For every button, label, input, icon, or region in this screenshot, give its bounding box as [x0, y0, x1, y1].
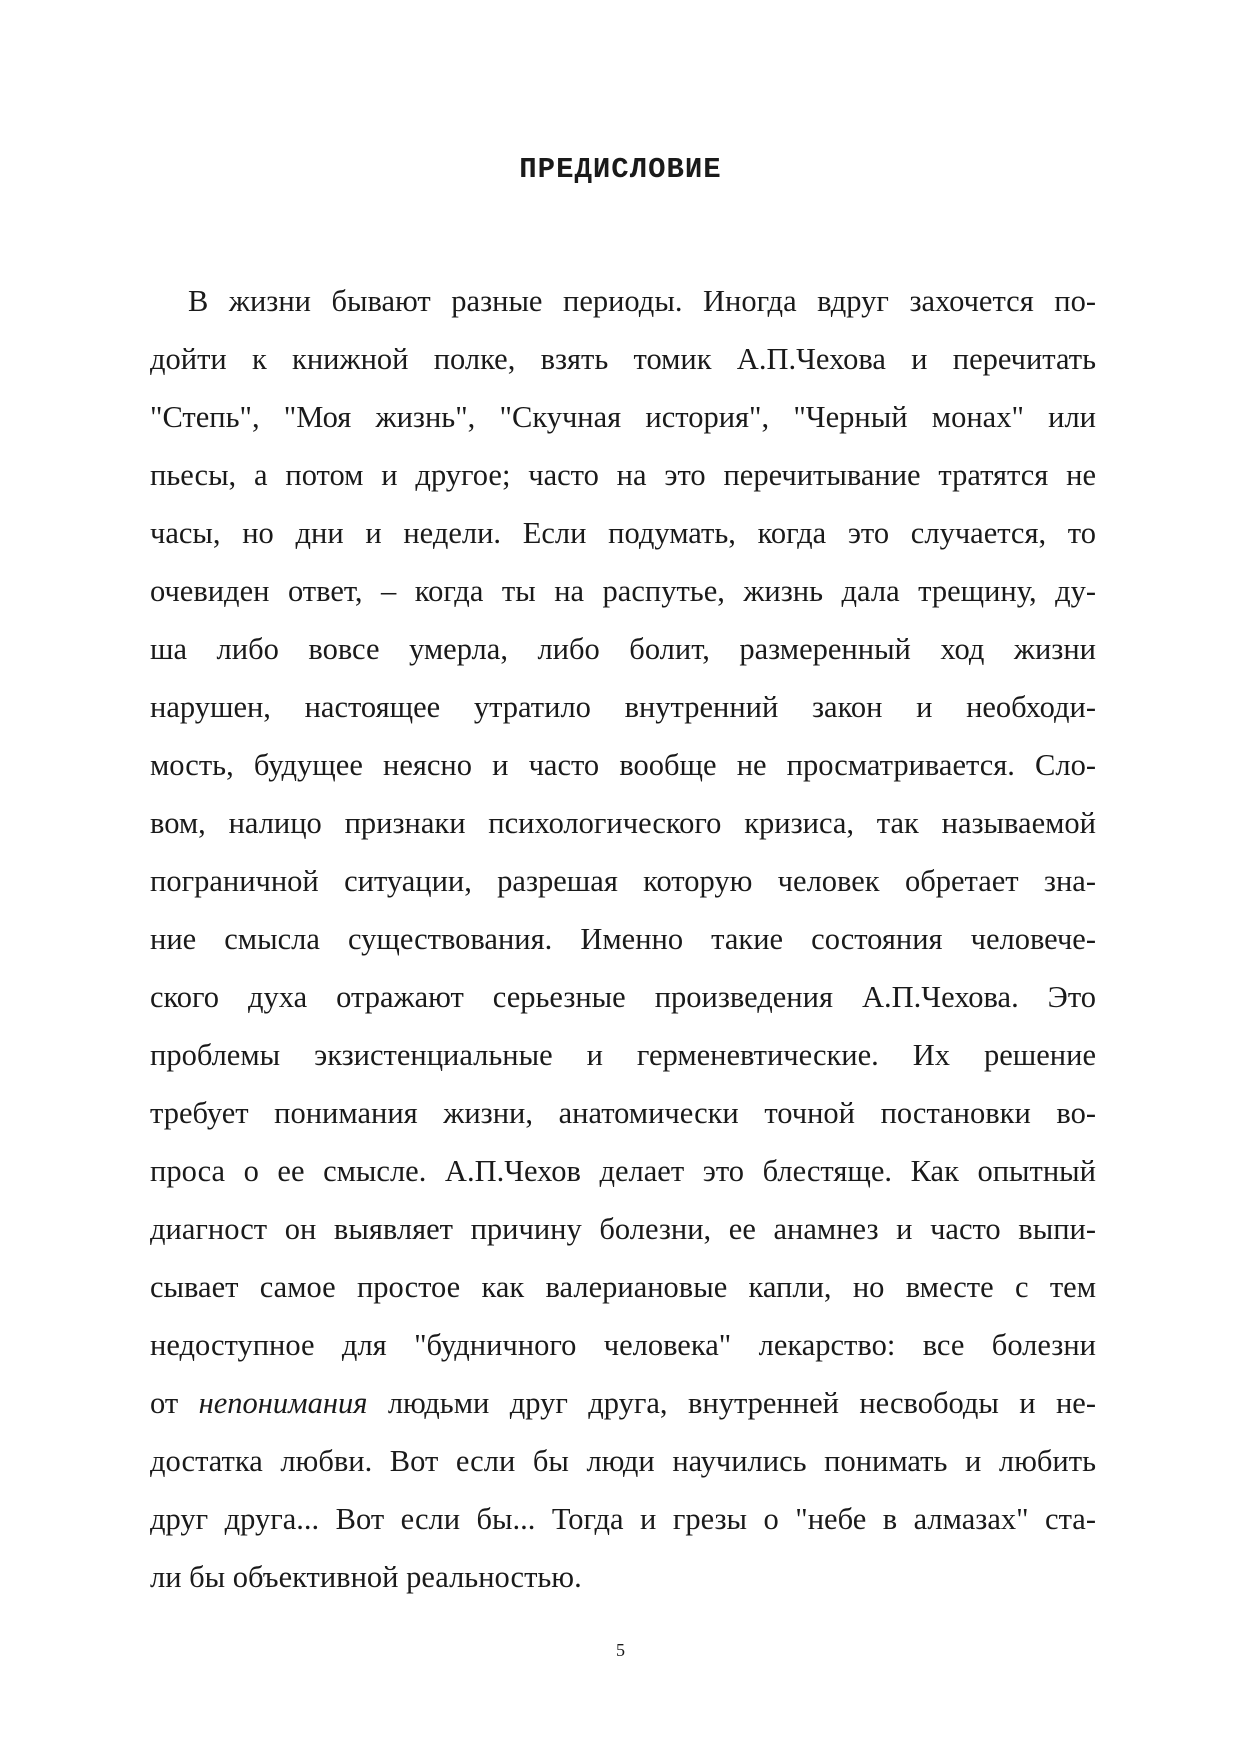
body-paragraph	[150, 272, 1096, 1606]
text-line: требует понимания жизни, анатомически точной постановки во-	[150, 1096, 1096, 1130]
text-line: мость, будущее неясно и часто вообще не просматривается. Сло-	[150, 748, 1096, 782]
text-line-with-emphasis	[150, 1374, 1096, 1432]
text-line: ша либо вовсе умерла, либо болит, размеренный ход жизни	[150, 632, 1096, 666]
text-line: очевиден ответ, – когда ты на распутье, жизнь дала трещину, ду-	[150, 574, 1096, 608]
text-line: пограничной ситуации, разрешая которую человек обретает зна-	[150, 864, 1096, 898]
text-line: часы, но дни и недели. Если подумать, когда это случается, то	[150, 516, 1096, 550]
text-line: друг друга... Вот если бы... Тогда и грезы о "небе в алмазах" ста-	[150, 1502, 1096, 1536]
text-line: пьесы, а потом и другое; часто на это перечитывание тратятся не	[150, 458, 1096, 492]
text-line: недоступное для "будничного человека" лекарство: все болезни	[150, 1328, 1096, 1362]
text-line: диагност он выявляет причину болезни, ее анамнез и часто выпи-	[150, 1212, 1096, 1246]
text-line: ского духа отражают серьезные произведения А.П.Чехова. Это	[150, 980, 1096, 1014]
text-line: В жизни бывают разные периоды. Иногда вдруг захочется по-	[188, 284, 1096, 318]
text-segment: от	[150, 1386, 199, 1420]
page-title: ПРЕДИСЛОВИЕ	[519, 153, 722, 186]
italic-emphasis: непонимания	[198, 1386, 368, 1420]
text-line: проса о ее смысле. А.П.Чехов делает это блестяще. Как опытный	[150, 1154, 1096, 1188]
page-number: 5	[616, 1640, 625, 1660]
text-line-last: ли бы объективной реальностью.	[150, 1560, 582, 1594]
text-line: "Степь", "Моя жизнь", "Скучная история", "Черный монах" или	[150, 400, 1096, 434]
text-line: сывает самое простое как валериановые капли, но вместе с тем	[150, 1270, 1096, 1304]
text-line: вом, налицо признаки психологического кризиса, так называемой	[150, 806, 1096, 840]
text-segment: людьми друг друга, внутренней несвободы и не-	[367, 1386, 1096, 1420]
text-line: дойти к книжной полке, взять томик А.П.Чехова и перечитать	[150, 342, 1096, 376]
text-line: достатка любви. Вот если бы люди научились понимать и любить	[150, 1444, 1096, 1478]
text-line: ние смысла существования. Именно такие состояния человече-	[150, 922, 1096, 956]
text-line: нарушен, настоящее утратило внутренний закон и необходи-	[150, 690, 1096, 724]
text-line: проблемы экзистенциальные и герменевтические. Их решение	[150, 1038, 1096, 1072]
